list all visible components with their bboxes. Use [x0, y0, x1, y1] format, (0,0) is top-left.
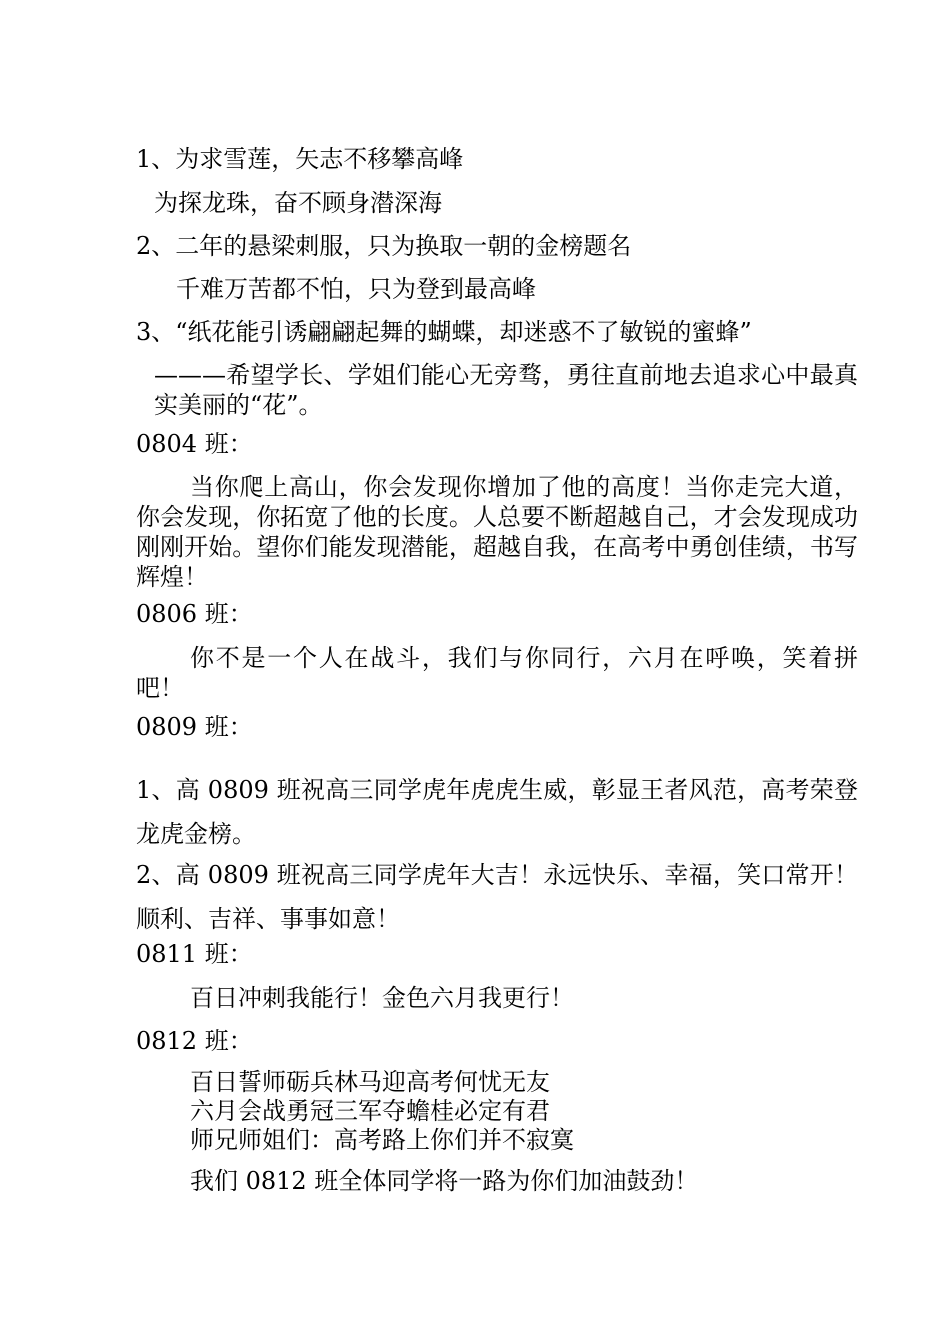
class-heading-0812: 0812 班：	[136, 1027, 253, 1055]
wish-line-5: 3、“纸花能引诱翩翩起舞的蝴蝶，却迷惑不了敏锐的蜜蜂”	[136, 318, 752, 346]
class-heading-0809: 0809 班：	[136, 713, 253, 741]
class-heading-0806: 0806 班：	[136, 600, 253, 628]
class-paragraph-0806: 你不是一个人在战斗，我们与你同行，六月在呼唤，笑着拼吧！	[136, 644, 858, 702]
class-paragraph-0811: 百日冲刺我能行！金色六月我更行！	[190, 984, 574, 1012]
class-heading-0804: 0804 班：	[136, 430, 253, 458]
class-line-0812-2: 六月会战勇冠三军夺蟾桂必定有君	[190, 1097, 550, 1125]
wish-line-4: 千难万苦都不怕，只为登到最高峰	[176, 275, 536, 303]
class-paragraph-0804: 当你爬上高山，你会发现你增加了他的高度！当你走完大道，你会发现，你拓宽了他的长度。人总要不断超越自己，才会发现成功刚刚开始。望你们能发现潜能，超越自我，在高考中勇创佳绩，书写辉煌！	[136, 473, 858, 591]
class-paragraph-0809-2: 2、高 0809 班祝高三同学虎年大吉！永远快乐、幸福，笑口常开！顺利、吉祥、事事如意！	[136, 861, 858, 933]
class-heading-0811: 0811 班：	[136, 940, 253, 968]
class-paragraph-0809-1: 1、高 0809 班祝高三同学虎年虎虎生威，彰显王者风范，高考荣登龙虎金榜。	[136, 776, 858, 848]
wish-paragraph-6: ———希望学长、学姐们能心无旁骛，勇往直前地去追求心中最真实美丽的“花”。	[154, 361, 858, 419]
class-line-0812-3: 师兄师姐们：高考路上你们并不寂寞	[190, 1126, 574, 1154]
class-line-0812-1: 百日誓师砺兵林马迎高考何忧无友	[190, 1068, 550, 1096]
wish-line-3: 2、二年的悬梁刺服，只为换取一朝的金榜题名	[136, 232, 632, 260]
wish-line-1: 1、为求雪莲，矢志不移攀高峰	[136, 145, 464, 173]
wish-line-2: 为探龙珠，奋不顾身潜深海	[154, 189, 442, 217]
class-line-0812-4: 我们 0812 班全体同学将一路为你们加油鼓劲！	[190, 1167, 699, 1195]
